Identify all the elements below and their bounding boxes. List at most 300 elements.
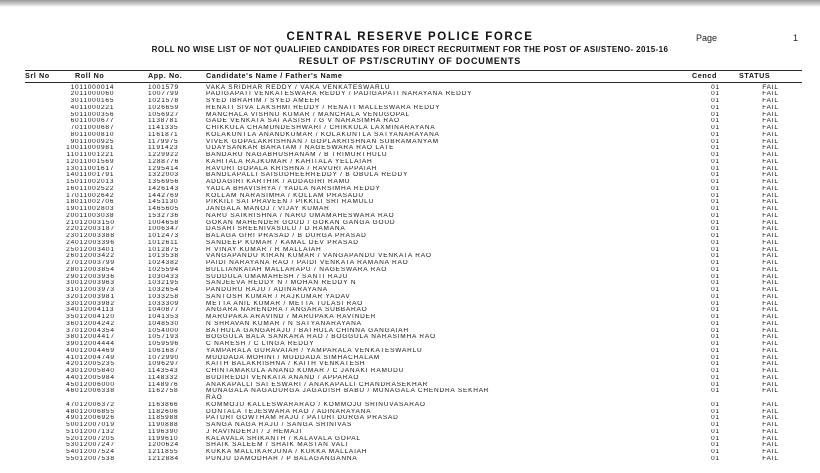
cell-roll: 012003388 bbox=[75, 233, 115, 239]
cell-cencd: 01 bbox=[711, 138, 720, 145]
cell-cencd: 01 bbox=[711, 354, 720, 361]
cell-app: 1211855 bbox=[148, 449, 179, 455]
cell-status: FAIL bbox=[762, 307, 779, 314]
cell-srl: 6 bbox=[70, 118, 75, 125]
table-row bbox=[25, 442, 802, 449]
cell-srl: 23 bbox=[66, 233, 75, 239]
cell-name: RAVURI GOPALA KRISHNA / RAVURI APPAIAH bbox=[206, 165, 378, 172]
cell-status: FAIL bbox=[762, 415, 779, 422]
cell-app: 1196390 bbox=[148, 428, 179, 435]
cell-name: JANGALA MANOJ / VIJAY KUMAR bbox=[206, 206, 330, 212]
cell-status: FAIL bbox=[762, 280, 779, 287]
cell-status: FAIL bbox=[762, 212, 779, 219]
cell-name: BANDARU NAGABHUSHANAM / B TRIMURTHULU bbox=[206, 152, 388, 158]
cell-app: 1141335 bbox=[148, 125, 179, 131]
cell-app: 1465605 bbox=[148, 206, 179, 212]
table-row bbox=[25, 314, 802, 321]
cell-cencd: 01 bbox=[711, 179, 720, 185]
cell-roll: 011000165 bbox=[75, 98, 115, 104]
cell-app: 1007799 bbox=[148, 91, 179, 98]
cell-roll: 012004113 bbox=[75, 307, 115, 314]
cell-roll: 012006000 bbox=[75, 381, 115, 388]
cell-name: PATURI GOWTHAM RAJU / PATURI DURGA PRASAD bbox=[206, 415, 399, 422]
cell-srl: 4 bbox=[70, 104, 75, 111]
cell-name: BATHULA GANGARAJU / BATHULA CHINNA GANGAIAH bbox=[206, 327, 409, 334]
cell-cencd: 01 bbox=[711, 449, 720, 455]
cell-roll: 011000810 bbox=[75, 131, 115, 138]
table-row bbox=[25, 456, 802, 463]
cell-name: PIKKILI SAI PRAVEEN / PIKKILI SRI RAMULU bbox=[206, 199, 375, 206]
cell-app: 1004658 bbox=[148, 219, 179, 226]
cell-cencd: 01 bbox=[711, 307, 720, 314]
cell-app: 1040877 bbox=[148, 307, 179, 314]
cell-cencd: 01 bbox=[711, 192, 720, 199]
col-header-app-no: App. No. bbox=[148, 71, 206, 83]
cell-cencd: 01 bbox=[711, 172, 720, 179]
cell-cencd: 01 bbox=[711, 165, 720, 172]
cell-roll: 012003401 bbox=[75, 246, 115, 253]
cell-srl: 34 bbox=[66, 307, 75, 314]
cell-roll: 011000925 bbox=[75, 138, 115, 145]
cell-roll: 012006338 bbox=[75, 388, 115, 395]
cell-status: FAIL bbox=[762, 314, 779, 320]
cell-roll: 012003854 bbox=[75, 266, 115, 273]
cell-app: 1057193 bbox=[148, 334, 179, 341]
cell-roll: 012005235 bbox=[75, 361, 115, 368]
cell-roll: 012003936 bbox=[75, 273, 115, 280]
cell-name: UDAYSANKAR BARATAM / NAGESWARA RAO LATE bbox=[206, 145, 395, 152]
cell-cencd: 01 bbox=[711, 341, 720, 347]
table-row bbox=[25, 179, 802, 186]
cell-status: FAIL bbox=[762, 104, 779, 111]
cell-status: FAIL bbox=[762, 111, 779, 118]
cell-roll: 012004749 bbox=[75, 354, 115, 361]
cell-roll: 012005840 bbox=[75, 368, 115, 374]
cell-status: FAIL bbox=[762, 408, 779, 415]
cell-status: FAIL bbox=[762, 152, 779, 158]
cell-name: BOGGULA BALA SANKARA RAO / BOGGULA NARASIMHA RAO bbox=[206, 334, 436, 341]
cell-cencd: 01 bbox=[711, 347, 720, 354]
cell-name: R VINAY KUMAR / R MALLAIAH bbox=[206, 246, 322, 253]
cell-name: METTA ANIL KUMAR / METTA TULASI RAO bbox=[206, 300, 364, 307]
cell-app: 1013538 bbox=[148, 253, 179, 260]
cell-app: 1295414 bbox=[148, 165, 179, 172]
cell-name: BULLIANKAIAH MALLARAPU / NAGESWARA RAO bbox=[206, 266, 388, 273]
cell-status: FAIL bbox=[762, 455, 779, 462]
cell-srl: 39 bbox=[66, 341, 75, 347]
cell-name: YAMPARALA GURAVAIAH / YAMPARALA VENKATESWARLU bbox=[206, 347, 423, 354]
cell-name: RENATI SIVA LAKSHMI REDDY / RENATI MALLESWARA REDDY bbox=[206, 104, 441, 111]
cell-name: BUDIREDDI VENKATA ANAND / APPARAO bbox=[206, 374, 360, 381]
cell-name: YADLA BHAVISHYA / YADLA NARSIMHA REDDY bbox=[206, 185, 381, 192]
col-header-cencd: Cencd bbox=[692, 71, 739, 83]
cell-cencd: 01 bbox=[711, 260, 720, 266]
cell-srl: 28 bbox=[66, 266, 75, 273]
table-row bbox=[25, 375, 802, 382]
cell-app: 1024382 bbox=[148, 260, 179, 266]
header-row bbox=[25, 71, 802, 83]
cell-roll: 012003963 bbox=[75, 280, 115, 287]
table-row bbox=[25, 301, 802, 308]
table-row bbox=[25, 220, 802, 227]
cell-cencd: 01 bbox=[711, 233, 720, 239]
cell-status: FAIL bbox=[762, 125, 779, 131]
cell-app: 1033309 bbox=[148, 300, 179, 307]
cell-status: FAIL bbox=[762, 449, 779, 455]
cell-status: FAIL bbox=[762, 185, 779, 192]
cell-cencd: 01 bbox=[711, 280, 720, 287]
table-row bbox=[25, 449, 802, 456]
cell-roll: 012003150 bbox=[75, 219, 115, 226]
cell-srl: 9 bbox=[70, 138, 75, 145]
cell-app: 1322003 bbox=[148, 172, 179, 179]
cell-status: FAIL bbox=[762, 361, 779, 368]
cell-cencd: 01 bbox=[711, 442, 720, 449]
cell-app: 1162758 bbox=[148, 388, 179, 395]
cell-srl: 26 bbox=[66, 253, 75, 260]
cell-cencd: 01 bbox=[711, 314, 720, 320]
cell-cencd: 01 bbox=[711, 388, 720, 395]
cell-srl: 3 bbox=[70, 98, 75, 104]
cell-cencd: 01 bbox=[711, 300, 720, 307]
cell-app: 1072990 bbox=[148, 354, 179, 361]
cell-cencd: 01 bbox=[711, 226, 720, 233]
cell-roll: 011000221 bbox=[75, 104, 115, 111]
cell-roll: 012004354 bbox=[75, 327, 115, 334]
cell-srl: 33 bbox=[66, 300, 75, 307]
table-row bbox=[25, 118, 802, 125]
table-row bbox=[25, 172, 802, 179]
cell-cencd: 01 bbox=[711, 185, 720, 192]
cell-name: VIVEK GOPALAKRISHNAN / GOPLAKRISHNAN SUBRAMANYAM bbox=[206, 138, 439, 145]
cell-srl: 43 bbox=[66, 368, 75, 374]
cell-name: SANGA NAGA RAJU / SANGA SRINIVAS bbox=[206, 422, 353, 428]
results-table-body bbox=[25, 82, 802, 463]
table-row bbox=[25, 267, 802, 274]
cell-app: 1148332 bbox=[148, 374, 179, 381]
cell-name: SHAIK SALEEM / SHAIK MASTAN VALI bbox=[206, 442, 349, 449]
cell-cencd: 01 bbox=[711, 415, 720, 422]
cell-srl: 38 bbox=[66, 334, 75, 341]
cell-status: FAIL bbox=[762, 368, 779, 374]
cell-status: FAIL bbox=[762, 233, 779, 239]
cell-roll: 012007524 bbox=[75, 449, 115, 455]
cell-srl: 8 bbox=[70, 131, 75, 138]
cell-app: 1199610 bbox=[148, 435, 179, 442]
cell-roll: 012003187 bbox=[75, 226, 115, 233]
cell-name: SANTOSH KUMAR / RAJKUMAR YADAV bbox=[206, 293, 351, 300]
cell-roll: 011000014 bbox=[75, 83, 115, 91]
cell-roll: 011001569 bbox=[75, 158, 115, 165]
results-table bbox=[25, 70, 802, 463]
cell-cencd: 01 bbox=[711, 320, 720, 327]
cell-roll: 012003981 bbox=[75, 293, 115, 300]
cell-roll: 011002522 bbox=[75, 185, 115, 192]
cell-cencd: 01 bbox=[711, 435, 720, 442]
cell-srl: 35 bbox=[66, 314, 75, 320]
cell-name: KOLLAM NARASIMHA / KOLLAM PRASADU bbox=[206, 192, 364, 199]
cell-status: FAIL bbox=[762, 239, 779, 246]
table-row bbox=[25, 213, 802, 220]
col-header-candidate-father-name: Candidate's Name / Father's Name bbox=[206, 71, 692, 83]
table-row bbox=[25, 422, 802, 429]
cell-roll: 012004242 bbox=[75, 320, 115, 327]
cell-app: 1426143 bbox=[148, 185, 179, 192]
cell-roll: 011000677 bbox=[75, 118, 115, 125]
cell-name: BANDLAPALLI SAISUDHEERREDDY / B OBULA REDDY bbox=[206, 172, 409, 179]
col-header-roll-no: Roll No bbox=[75, 71, 148, 83]
page-info bbox=[696, 33, 798, 43]
cell-app: 1138781 bbox=[148, 118, 179, 125]
cell-srl: 13 bbox=[66, 165, 75, 172]
cell-name: KOLAKUNTLA ANANDKUMAR / KOLAKUNTLA SATYANARAYANA bbox=[206, 131, 440, 138]
cell-status: FAIL bbox=[762, 354, 779, 361]
cell-app: 1030433 bbox=[148, 273, 179, 280]
cell-status: FAIL bbox=[762, 293, 779, 300]
cell-status: FAIL bbox=[762, 138, 779, 145]
cell-srl: 51 bbox=[66, 428, 75, 435]
cell-app: 1032195 bbox=[148, 280, 179, 287]
cell-name: KUKKA MALLIKARJUNA / KUKKA MALLAIAH bbox=[206, 449, 368, 455]
cell-cencd: 01 bbox=[711, 287, 720, 293]
cell-app: 1532736 bbox=[148, 212, 179, 219]
cell-app: 1190888 bbox=[148, 422, 179, 428]
cell-srl: 36 bbox=[66, 320, 75, 327]
cell-srl: 20 bbox=[66, 212, 75, 219]
cell-app: 1442769 bbox=[148, 192, 179, 199]
cell-status: FAIL bbox=[762, 91, 779, 98]
cell-status: FAIL bbox=[762, 118, 779, 125]
cell-srl: 46 bbox=[66, 388, 75, 395]
cell-roll: 011002013 bbox=[75, 179, 115, 185]
cell-srl: 40 bbox=[66, 347, 75, 354]
cell-name: ADDAGIRI KARTHIK / ADDAGIRI RAMU bbox=[206, 179, 351, 185]
cell-status: FAIL bbox=[762, 98, 779, 104]
cell-srl: 14 bbox=[66, 172, 75, 179]
cell-name: SYED IBRAHIM / SYED AMEER bbox=[206, 98, 321, 104]
cell-status: FAIL bbox=[762, 145, 779, 152]
cell-srl: 22 bbox=[66, 226, 75, 233]
cell-cencd: 01 bbox=[711, 273, 720, 280]
cell-name: DONTALA TEJESWARA RAO / ADINARAYANA bbox=[206, 408, 372, 415]
cell-name: MANCHALA VISHNU KUMAR / MANCHALA VENUGOPAL bbox=[206, 111, 410, 118]
cell-status: FAIL bbox=[762, 422, 779, 428]
cell-cencd: 01 bbox=[711, 91, 720, 98]
table-row bbox=[25, 247, 802, 254]
cell-status: FAIL bbox=[762, 320, 779, 327]
page-label: Page bbox=[696, 33, 718, 43]
cell-roll: 012003973 bbox=[75, 287, 115, 293]
table-row bbox=[25, 186, 802, 193]
cell-roll: 012007205 bbox=[75, 435, 115, 442]
cell-srl: 18 bbox=[66, 199, 75, 206]
cell-name: PANDURU RAJU / ADINARAYANA bbox=[206, 287, 328, 293]
cell-status: FAIL bbox=[762, 172, 779, 179]
table-row bbox=[25, 321, 802, 328]
table-row bbox=[25, 91, 802, 98]
cell-roll: 011000060 bbox=[75, 91, 115, 98]
cell-status: FAIL bbox=[762, 341, 779, 347]
cell-srl: 5 bbox=[70, 111, 75, 118]
table-row bbox=[25, 388, 802, 402]
cell-srl: 27 bbox=[66, 260, 75, 266]
cell-roll: 012004469 bbox=[75, 347, 115, 354]
cell-app: 1288776 bbox=[148, 158, 179, 165]
cell-app: 1033258 bbox=[148, 293, 179, 300]
cell-roll: 012004120 bbox=[75, 314, 115, 320]
table-row bbox=[25, 253, 802, 260]
cell-app: 1026659 bbox=[148, 104, 179, 111]
cell-app: 1025594 bbox=[148, 266, 179, 273]
cell-name: VANGAPANDU KIRAN KUMAR / VANGAPANDU VENKATA RAO bbox=[206, 253, 432, 260]
cell-roll: 011003038 bbox=[75, 212, 115, 219]
cell-status: FAIL bbox=[762, 83, 779, 91]
table-row bbox=[25, 368, 802, 375]
cell-app: 1200624 bbox=[148, 442, 179, 449]
cell-name: NARU SAIKRISHNA / NARU UMAMAHESWARA RAO bbox=[206, 212, 395, 219]
cell-srl: 50 bbox=[66, 422, 75, 428]
cell-roll: 011000356 bbox=[75, 111, 115, 118]
cell-app: 1006347 bbox=[148, 226, 179, 233]
cell-name: ANAKAPALLI SAI ESWARI / ANAKAPALLI CHANDRASEKHAR bbox=[206, 381, 429, 388]
cell-status: FAIL bbox=[762, 273, 779, 280]
cell-name: GOKAN MAHENDER GOUD / GOKAN GANGA GOUD bbox=[206, 219, 396, 226]
cell-name: KAITH BALAKRISHNA / KAITH VENKATESH bbox=[206, 361, 366, 368]
cell-roll: 011000981 bbox=[75, 145, 115, 152]
cell-cencd: 01 bbox=[711, 334, 720, 341]
cell-roll: 011000687 bbox=[75, 125, 115, 131]
cell-srl: 48 bbox=[66, 408, 75, 415]
table-row bbox=[25, 294, 802, 301]
cell-roll: 012003396 bbox=[75, 239, 115, 246]
cell-roll: 012007132 bbox=[75, 428, 115, 435]
table-row bbox=[25, 341, 802, 348]
table-row bbox=[25, 415, 802, 422]
cell-name: SUDDULA UMAMAHESH / SANTI RAJU bbox=[206, 273, 349, 280]
cell-status: FAIL bbox=[762, 165, 779, 172]
cell-srl: 45 bbox=[66, 381, 75, 388]
cell-status: FAIL bbox=[762, 287, 779, 293]
cell-status: FAIL bbox=[762, 442, 779, 449]
cell-app: 1143543 bbox=[148, 368, 179, 374]
cell-status: FAIL bbox=[762, 192, 779, 199]
table-row bbox=[25, 145, 802, 152]
cell-roll: 011001791 bbox=[75, 172, 115, 179]
cell-app: 1041353 bbox=[148, 314, 179, 320]
cell-srl: 41 bbox=[66, 354, 75, 361]
cell-cencd: 01 bbox=[711, 428, 720, 435]
table-row bbox=[25, 98, 802, 105]
cell-roll: 012003982 bbox=[75, 300, 115, 307]
cell-app: 1179975 bbox=[148, 138, 179, 145]
col-header-status: STATUS bbox=[739, 71, 802, 83]
cell-app: 1012875 bbox=[148, 246, 179, 253]
cell-srl: 1 bbox=[70, 83, 75, 91]
cell-status: FAIL bbox=[762, 428, 779, 435]
cell-status: FAIL bbox=[762, 179, 779, 185]
cell-app: 1012611 bbox=[148, 239, 179, 246]
table-row bbox=[25, 105, 802, 112]
cell-srl: 19 bbox=[66, 206, 75, 212]
cell-status: FAIL bbox=[762, 347, 779, 354]
cell-srl: 47 bbox=[66, 401, 75, 408]
table-row bbox=[25, 334, 802, 341]
cell-app: 1191423 bbox=[148, 145, 179, 152]
cell-srl: 53 bbox=[66, 442, 75, 449]
cell-name: PUNJU DAMODHAR / P BALAGANGANNA bbox=[206, 455, 358, 462]
table-row bbox=[25, 429, 802, 436]
table-row bbox=[25, 125, 802, 132]
cell-cencd: 01 bbox=[711, 408, 720, 415]
cell-srl: 52 bbox=[66, 435, 75, 442]
cell-srl: 17 bbox=[66, 192, 75, 199]
cell-cencd: 01 bbox=[711, 266, 720, 273]
cell-cencd: 01 bbox=[711, 152, 720, 158]
cell-cencd: 01 bbox=[711, 246, 720, 253]
table-row bbox=[25, 206, 802, 213]
cell-cencd: 01 bbox=[711, 131, 720, 138]
col-header-srl-no: Srl No bbox=[25, 71, 75, 83]
table-row bbox=[25, 199, 802, 206]
cell-name: CHINTAMAKULA ANAND KUMAR / C JANAKI RAMUDU bbox=[206, 368, 405, 374]
cell-name: SANJEEVA REDDY N / MOHAN REDDY N bbox=[206, 280, 357, 287]
cell-srl: 55 bbox=[66, 455, 75, 462]
cell-status: FAIL bbox=[762, 266, 779, 273]
cell-status: FAIL bbox=[762, 435, 779, 442]
cell-roll: 011002803 bbox=[75, 206, 115, 212]
cell-cencd: 01 bbox=[711, 327, 720, 334]
cell-roll: 011002706 bbox=[75, 199, 115, 206]
table-row bbox=[25, 233, 802, 240]
cell-srl: 2 bbox=[70, 91, 75, 98]
cell-srl: 42 bbox=[66, 361, 75, 368]
cell-roll: 012007247 bbox=[75, 442, 115, 449]
cell-name: BALAGA GIRI PRASAD / B DURGA PRASAD bbox=[206, 233, 367, 239]
cell-status: FAIL bbox=[762, 253, 779, 260]
cell-srl: 25 bbox=[66, 246, 75, 253]
table-row bbox=[25, 82, 802, 91]
cell-roll: 012005984 bbox=[75, 374, 115, 381]
cell-app: 1229922 bbox=[148, 152, 179, 158]
cell-status: FAIL bbox=[762, 246, 779, 253]
cell-roll: 012003422 bbox=[75, 253, 115, 260]
cell-status: FAIL bbox=[762, 206, 779, 212]
cell-roll: 012006926 bbox=[75, 415, 115, 422]
cell-srl: 16 bbox=[66, 185, 75, 192]
cell-cencd: 01 bbox=[711, 199, 720, 206]
cell-srl: 12 bbox=[66, 158, 75, 165]
cell-srl: 11 bbox=[66, 152, 75, 158]
cell-srl: 44 bbox=[66, 374, 75, 381]
cell-cencd: 01 bbox=[711, 158, 720, 165]
cell-roll: 012007019 bbox=[75, 422, 115, 428]
table-row bbox=[25, 382, 802, 389]
cell-app: 1096297 bbox=[148, 361, 179, 368]
table-row bbox=[25, 287, 802, 294]
cell-cencd: 01 bbox=[711, 145, 720, 152]
cell-status: FAIL bbox=[762, 334, 779, 341]
table-row bbox=[25, 226, 802, 233]
cell-status: FAIL bbox=[762, 401, 779, 408]
cell-status: FAIL bbox=[762, 226, 779, 233]
cell-roll: 012004444 bbox=[75, 341, 115, 347]
cell-srl: 24 bbox=[66, 239, 75, 246]
cell-cencd: 01 bbox=[711, 104, 720, 111]
page-title: CENTRAL RESERVE POLICE FORCE bbox=[286, 31, 534, 43]
cell-cencd: 01 bbox=[711, 374, 720, 381]
table-row bbox=[25, 280, 802, 287]
cell-roll: 012006855 bbox=[75, 408, 115, 415]
